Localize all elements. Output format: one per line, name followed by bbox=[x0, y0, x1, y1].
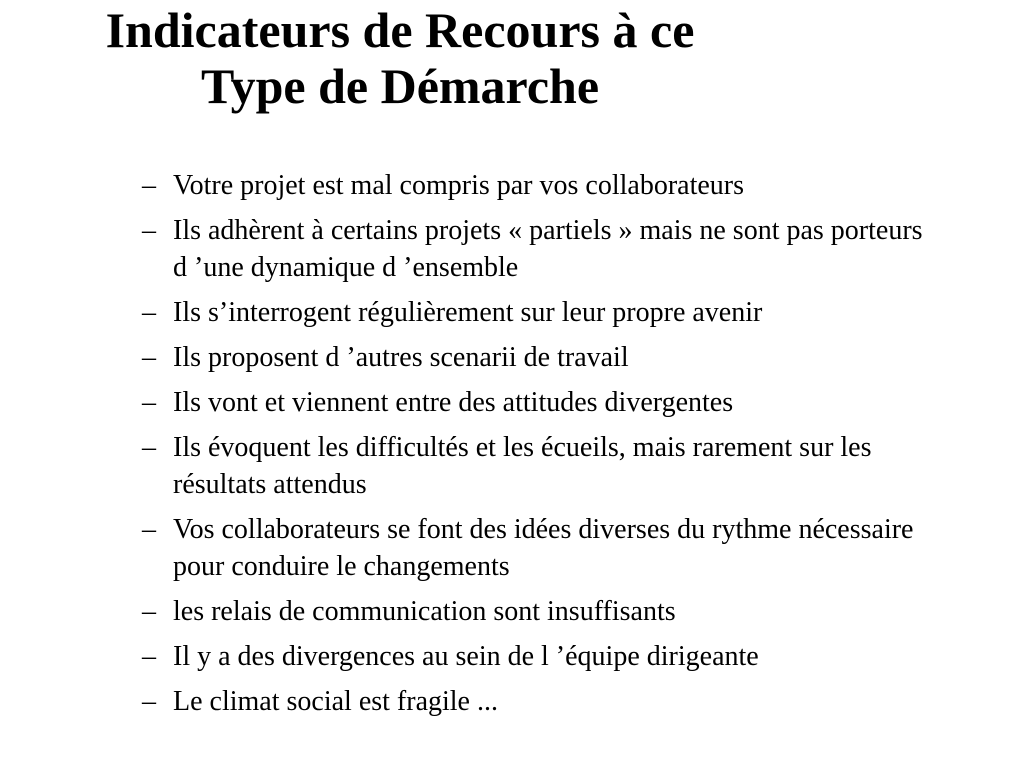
bullet-item: – Le climat social est fragile ... bbox=[142, 683, 942, 720]
bullet-item: – Ils proposent d ’autres scenarii de travail bbox=[142, 339, 942, 376]
bullet-item: – Il y a des divergences au sein de l ’équipe dirigeante bbox=[142, 638, 942, 675]
bullet-list bbox=[142, 167, 942, 728]
slide-title bbox=[0, 2, 800, 114]
bullet-item: – Votre projet est mal compris par vos collaborateurs bbox=[142, 167, 942, 204]
bullet-item: – Ils vont et viennent entre des attitudes divergentes bbox=[142, 384, 942, 421]
title-line-1: Indicateurs de Recours à ce bbox=[105, 2, 695, 58]
bullet-item: – Ils évoquent les difficultés et les écueils, mais rarement sur les résultats attendus bbox=[142, 429, 942, 503]
title-line-2: Type de Démarche bbox=[200, 58, 600, 114]
bullet-item: – les relais de communication sont insuffisants bbox=[142, 593, 942, 630]
bullet-item: – Vos collaborateurs se font des idées diverses du rythme nécessaire pour conduire le changements bbox=[142, 511, 942, 585]
bullet-item: – Ils s’interrogent régulièrement sur leur propre avenir bbox=[142, 294, 942, 331]
bullet-item: – Ils adhèrent à certains projets « partiels » mais ne sont pas porteurs d ’une dynamique d ’ensemble bbox=[142, 212, 942, 286]
